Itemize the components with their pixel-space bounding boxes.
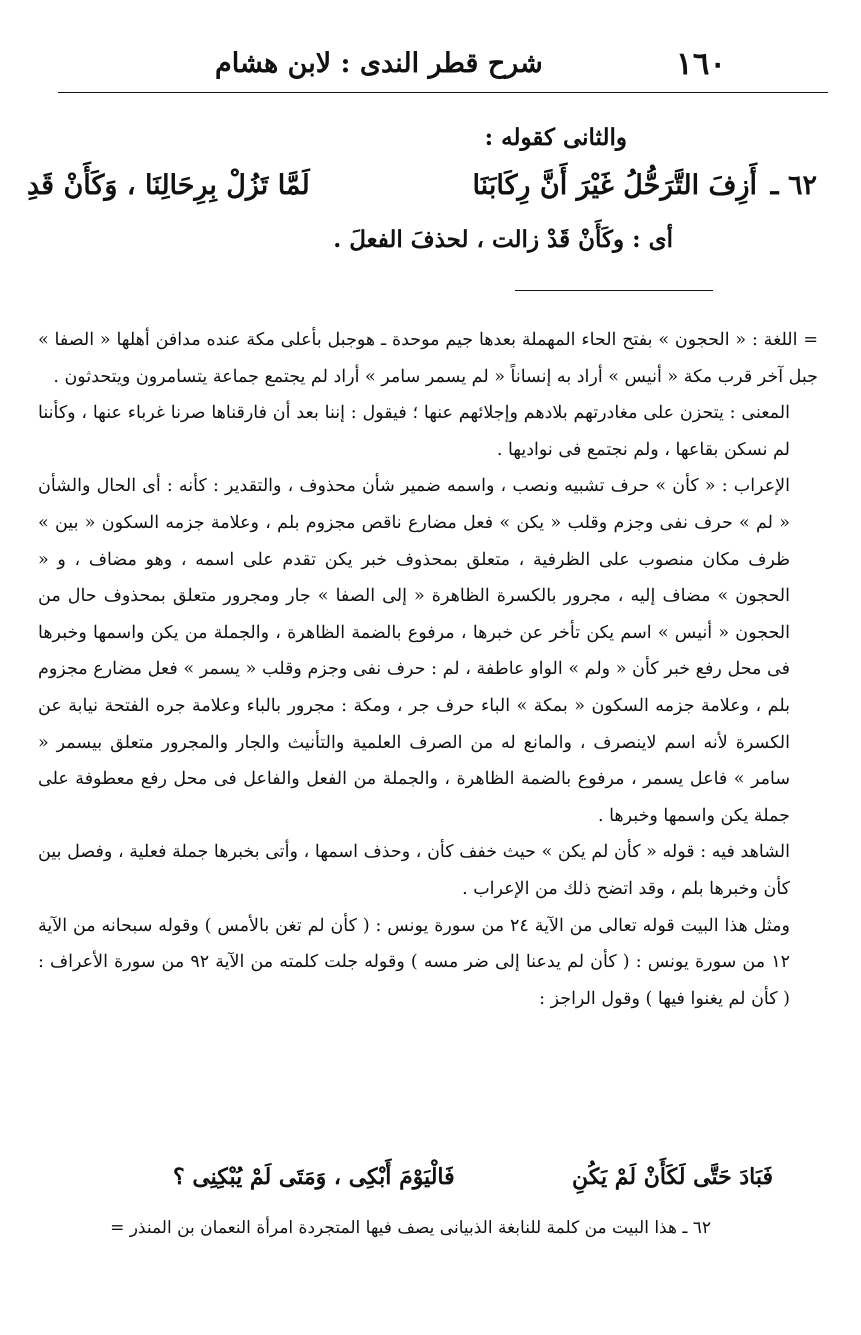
intro-line: والثانى كقوله : <box>484 124 627 151</box>
couplet-first-hemistich: فَبَادَ حَتَّى لَكَأَنْ لَمْ يَكُنِ <box>572 1164 773 1190</box>
note-paragraph-language: = اللغة : « الحجون » بفتح الحاء المهملة بعدها جيم موحدة ـ هوجبل بأعلى مكة عنده مدافن أهلها « الصفا » جبل آخر قرب مكة « أنيس » أراد به إنساناً « لم يسمر سامر » أراد لم يجتمع جماعة يتسامرون ويتحدثون . <box>38 330 818 387</box>
verse-footnote: ٦٢ ـ هذا البيت من كلمة للنابغة الذبيانى يصف فيها المتجردة امرأة النعمان بن المنذر = <box>110 1218 711 1238</box>
header-divider <box>58 92 828 93</box>
note-paragraph-examples: ومثل هذا البيت قوله تعالى من الآية ٢٤ من سورة يونس : ( كأن لم تغن بالأمس ) وقوله سبحانه من الآية ١٢ من سورة يونس : ( كأن لم يدعنا إلى ضر مسه ) وقوله جلت كلمته من الآية ٩٢ من سورة الأعراف : ( كأن لم يغنوا فيها ) وقول الراجز : <box>38 915 791 1009</box>
couplet-second-hemistich: فَالْيَوْمَ أَبْكِى ، وَمَتَى لَمْ يُبْكِنِى ؟ <box>173 1164 455 1190</box>
note-paragraph-evidence: الشاهد فيه : قوله « كأن لم يكن » حيث خفف كأن ، وحذف اسمها ، وأتى بخبرها جملة فعلية ، وفصل بين كأن وخبرها بلم ، وقد اتضح ذلك من الإعراب . <box>38 842 790 899</box>
running-title: شرح قطر الندى : لابن هشام <box>215 48 543 79</box>
note-paragraph-meaning: المعنى : يتحزن على مغادرتهم بلادهم وإجلائهم عنها ؛ فيقول : إننا بعد أن فارقناها صرنا غرباء عنها ، وكأننا لم نسكن بقاعها ، ولم نجتمع فى نواديها . <box>38 403 790 460</box>
poetry-verse <box>27 170 817 212</box>
verse-number: ٦٢ ـ <box>770 170 817 201</box>
page-number: ١٦٠ <box>676 46 726 82</box>
rajaz-couplet <box>173 1164 773 1204</box>
verse-second-hemistich: لَمَّا تَزُلْ بِرِحَالِنَا ، وَكَأَنْ قَدِ <box>27 170 310 201</box>
page-header <box>215 46 726 92</box>
verse-first-hemistich: أَزِفَ التَّرَحُّلُ غَيْرَ أَنَّ رِكَابَنَا <box>472 170 757 201</box>
footnote-notes <box>38 322 818 1017</box>
note-paragraph-parsing: الإعراب : « كأن » حرف تشبيه ونصب ، واسمه ضمير شأن محذوف ، والتقدير : كأنه : أى الحال والشأن « لم » حرف نفى وجزم وقلب « يكن » فعل مضارع ناقص مجزوم بلم ، وعلامة جزمه السكون « بين » ظرف مكان منصوب على الظرفية ، متعلق بمحذوف خبر يكن تقدم على اسمه ، وهو مضاف ، و « الحجون » مضاف إليه ، مجرور بالكسرة الظاهرة « إلى الصفا » جار ومجرور متعلق بمحذوف حال من الحجون « أنيس » اسم يكن تأخر عن خبرها ، مرفوع بالضمة الظاهرة ، والجملة من يكن واسمها وخبرها فى محل رفع خبر كأن « ولم » الواو عاطفة ، لم : حرف نفى وجزم وقلب « يسمر » فعل مضارع مجزوم بلم ، وعلامة جزمه السكون « بمكة » الباء حرف جر ، ومكة : مجرور بالباء وعلامة جره الفتحة نيابة عن الكسرة لأنه اسم لاينصرف ، والمانع له من الصرف العلمية والتأنيث والجار والمجرور متعلق بيسمر « سامر » فاعل يسمر ، مرفوع بالضمة الظاهرة ، والجملة من الفعل والفاعل فى محل رفع معطوفة على جملة يكن واسمها وخبرها . <box>38 476 790 826</box>
footnote-separator <box>515 290 713 291</box>
verse-explanation: أى : وكَأَنْ قَدْ زالت ، لحذفَ الفعلَ . <box>333 226 673 253</box>
